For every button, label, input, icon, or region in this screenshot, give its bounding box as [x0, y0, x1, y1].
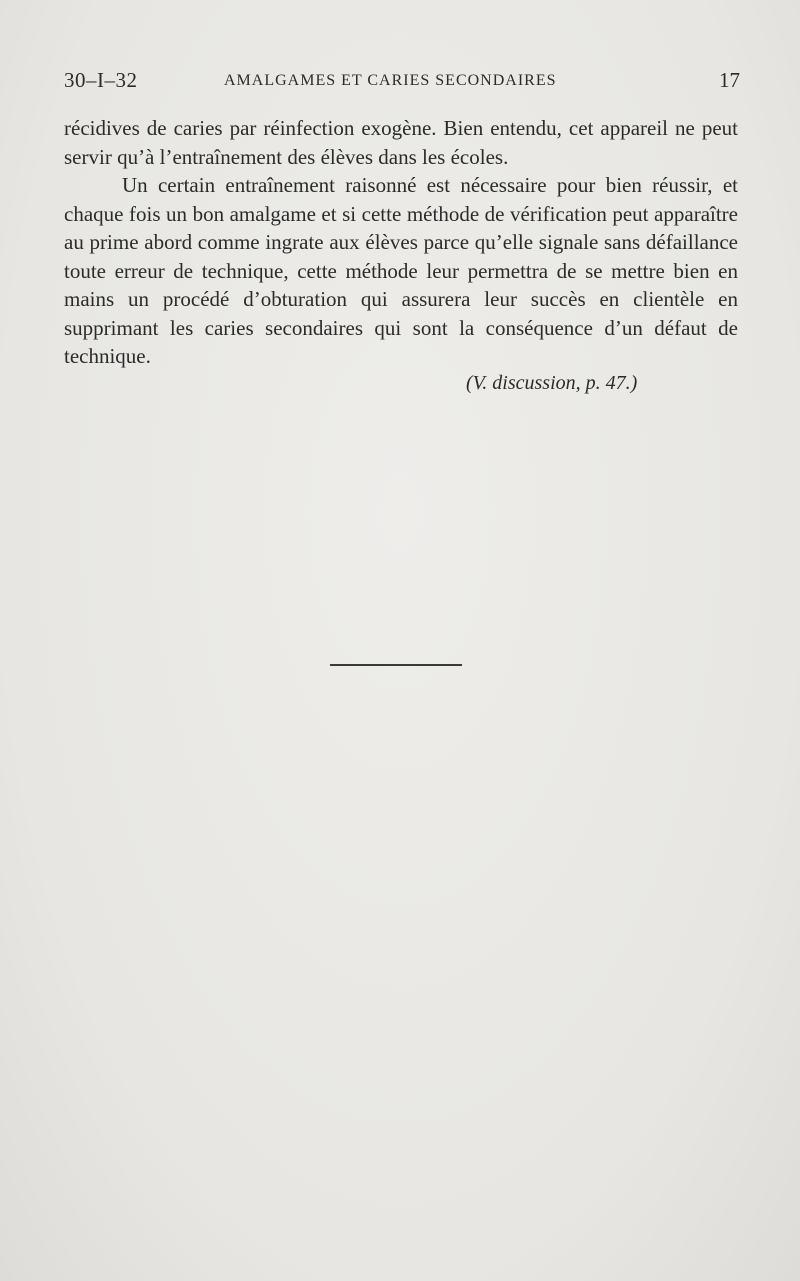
section-divider	[330, 664, 462, 666]
header-date: 30–I–32	[64, 68, 138, 92]
paragraph-continuation: récidives de caries par réinfection exogène. Bien entendu, cet appareil ne peut servir qu’à l’entraînement des élèves dans les écoles.	[64, 116, 738, 169]
discussion-reference: (V. discussion, p. 47.)	[466, 372, 638, 394]
paragraph: Un certain entraînement raisonné est nécessaire pour bien réussir, et chaque fois un bon amalgame et si cette méthode de vérification peut apparaître au prime abord comme ingrate aux élèves parce qu’elle signale sans défaillance toute erreur de technique, cette méthode leur permettra de se mettre bien en mains un procédé d’obturation qui assurera leur succès en clientèle en supprimant les caries secondaires qui sont la conséquence d’un défaut de technique.	[64, 173, 738, 368]
running-header	[64, 68, 740, 96]
page-number: 17	[719, 68, 740, 92]
body-text	[64, 114, 738, 371]
header-title: AMALGAMES ET CARIES SECONDAIRES	[224, 72, 557, 89]
